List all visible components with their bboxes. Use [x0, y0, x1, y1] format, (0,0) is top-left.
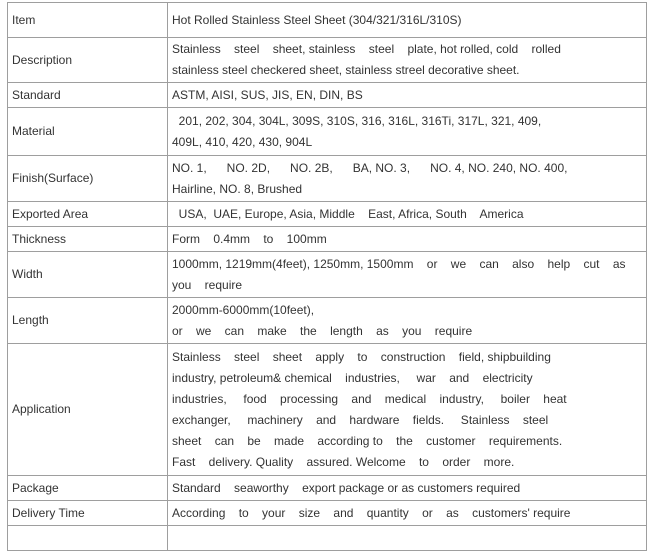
row-label: Thickness [8, 227, 168, 252]
row-value [168, 202, 647, 227]
value-line: Hot Rolled Stainless Steel Sheet (304/321/316L/310S) [172, 12, 462, 27]
row-label: Finish(Surface) [8, 156, 168, 202]
table-row [8, 476, 647, 501]
row-label: Exported Area [8, 202, 168, 227]
row-value [168, 252, 647, 298]
row-value [168, 38, 647, 83]
row-label: Length [8, 298, 168, 344]
table-row [8, 3, 647, 38]
value-line: ASTM, AISI, SUS, JIS, EN, DIN, BS [172, 87, 363, 102]
value-line: USA, UAE, Europe, Asia, Middle East, Africa, South America [172, 206, 524, 221]
row-value [168, 108, 647, 156]
value-line: 409L, 410, 420, 430, 904L [172, 134, 313, 149]
row-value [168, 227, 647, 252]
spec-table [7, 2, 647, 551]
table-row [8, 108, 647, 156]
row-label: Description [8, 38, 168, 83]
value-line: Standard seaworthy export package or as customers required [172, 480, 521, 495]
value-line: Hairline, NO. 8, Brushed [172, 181, 303, 196]
value-line: stainless steel checkered sheet, stainless streel decorative sheet. [172, 63, 520, 77]
value-line: 2000mm-6000mm(10feet), [172, 302, 315, 317]
row-value [168, 83, 647, 108]
table-row [8, 83, 647, 108]
table-row [8, 526, 647, 551]
row-label: Standard [8, 83, 168, 108]
value-line: 201, 202, 304, 304L, 309S, 310S, 316, 316L, 316Ti, 317L, 321, 409, [172, 113, 542, 128]
row-value [168, 526, 647, 551]
value-line: sheet can be made according to the customer requirements. [172, 433, 563, 448]
row-label: Width [8, 252, 168, 298]
row-label: Item [8, 3, 168, 38]
row-value [168, 156, 647, 202]
row-label [8, 526, 168, 551]
table-row [8, 501, 647, 526]
value-line: industries, food processing and medical industry, boiler heat [172, 391, 567, 406]
row-label: Application [8, 344, 168, 476]
value-line: 1000mm, 1219mm(4feet), 1250mm, 1500mm or we can also help cut as [172, 256, 626, 271]
table-row [8, 202, 647, 227]
table-row [8, 227, 647, 252]
value-line: or we can make the length as you require [172, 323, 473, 338]
value-line: Stainless steel sheet apply to construction field, shipbuilding [172, 349, 551, 364]
value-line: Form 0.4mm to 100mm [172, 231, 327, 246]
value-line: NO. 1, NO. 2D, NO. 2B, BA, NO. 3, NO. 4, NO. 240, NO. 400, [172, 160, 568, 175]
row-value [168, 476, 647, 501]
row-value [168, 3, 647, 38]
row-value [168, 344, 647, 476]
row-value [168, 501, 647, 526]
value-line: you require [172, 277, 243, 292]
table-row [8, 298, 647, 344]
value-line: Fast delivery. Quality assured. Welcome to order more. [172, 454, 515, 469]
table-row [8, 156, 647, 202]
value-line: Stainless steel sheet, stainless steel plate, hot rolled, cold rolled [172, 42, 561, 56]
row-label: Delivery Time [8, 501, 168, 526]
value-line: industry, petroleum& chemical industries, war and electricity [172, 370, 533, 385]
table-row [8, 252, 647, 298]
value-line: According to your size and quantity or as customers' require [172, 505, 571, 520]
row-value [168, 298, 647, 344]
value-line: exchanger, machinery and hardware fields. Stainless steel [172, 412, 549, 427]
row-label: Material [8, 108, 168, 156]
row-label: Package [8, 476, 168, 501]
table-row [8, 344, 647, 476]
table-row [8, 38, 647, 83]
